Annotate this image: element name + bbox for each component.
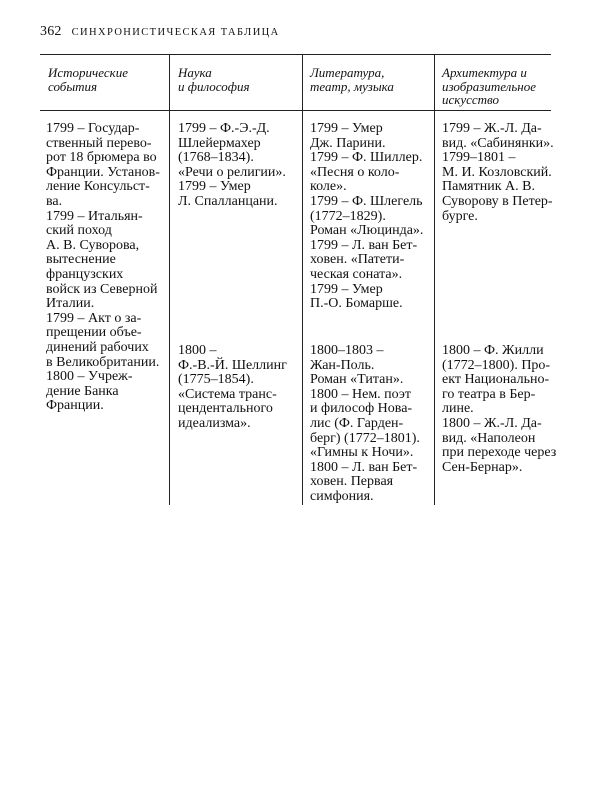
- column-divider: [169, 55, 170, 505]
- table-cell-architecture-1799: 1799 – Ж.-Л. Да- вид. «Сабинянки». 1799–1801 – М. И. Козловский. Памятник А. В. Суворову в Петер- бурге.: [442, 121, 554, 224]
- table-cell-science-1800: 1800 – Ф.-В.-Й. Шеллинг (1775–1854). «Система транс- цендентального идеализма».: [178, 343, 287, 431]
- table-cell-science-1799: 1799 – Ф.-Э.-Д. Шлейермахер (1768–1834). «Речи о религии». 1799 – Умер Л. Спалланцани.: [178, 121, 286, 209]
- column-divider: [302, 55, 303, 505]
- header-science-philosophy: Наука и философия: [178, 65, 250, 94]
- running-head: [40, 24, 280, 40]
- table-cell-architecture-1800: 1800 – Ф. Жилли (1772–1800). Про- ект Национально- го театра в Бер- лине. 1800 – Ж.-Л. Да- вид. «Наполеон при переходе через Сен-Бернар».: [442, 343, 557, 475]
- table-cell-literature-1800: 1800–1803 – Жан-Поль. Роман «Титан». 1800 – Нем. поэт и философ Нова- лис (Ф. Гарден- берг) (1772–1801). «Гимны к Ночи». 1800 – Л. ван Бет- ховен. Первая симфония.: [310, 343, 420, 504]
- header-architecture-art: Архитектура и изобразительное искусство: [442, 65, 536, 107]
- header-historical-events: Исторические события: [48, 65, 128, 94]
- table-top-rule: [40, 54, 551, 55]
- column-divider: [434, 55, 435, 505]
- table-cell-literature-1799: 1799 – Умер Дж. Парини. 1799 – Ф. Шиллер. «Песня о коло- коле». 1799 – Ф. Шлегель (1772–1829). Роман «Люцинда». 1799 – Л. ван Бет- ховен. «Патети- ческая соната». 1799 – Умер П.-О. Бомарше.: [310, 121, 424, 312]
- running-head-title: СИНХРОНИСТИЧЕСКАЯ ТАБЛИЦА: [71, 27, 280, 38]
- page-number: 362: [40, 24, 62, 39]
- table-cell-historical-events: 1799 – Государ- ственный перево- рот 18 брюмера во Франции. Установ- ление Консульст- ва. 1799 – Итальян- ский поход А. В. Суворова, вытеснение французских войск из Северной Италии. 1799 – Акт о за- прещении объе- динений рабочих в Великобритании. 1800 – Учреж- дение Банка Франции.: [46, 121, 160, 414]
- header-bottom-rule: [40, 110, 551, 111]
- header-literature-theatre-music: Литература, театр, музыка: [310, 65, 394, 94]
